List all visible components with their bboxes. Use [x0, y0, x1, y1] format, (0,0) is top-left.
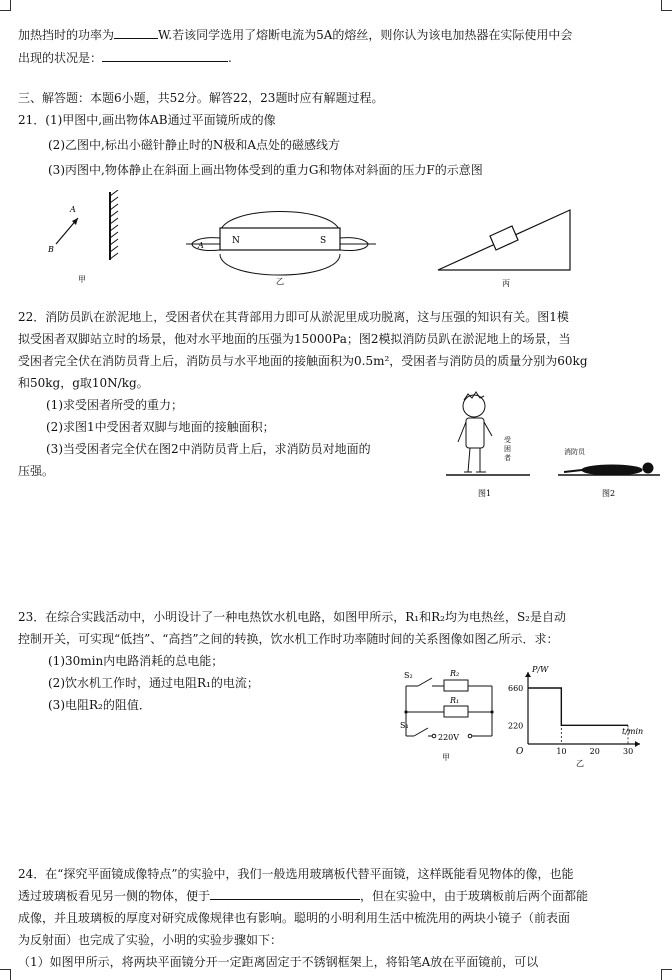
label-b: B: [48, 245, 54, 254]
chart-origin: O: [516, 747, 524, 757]
chart-ytick-label: 660: [508, 684, 524, 693]
victim-label-c3: 者: [504, 454, 511, 462]
r2-label: R₂: [450, 669, 460, 678]
q22-figure-1-standing: [444, 384, 534, 504]
q22-figure-2-lying: [554, 444, 664, 504]
switch-s1: [414, 728, 428, 736]
victim-label: [504, 435, 511, 462]
caption-yi: 乙: [276, 277, 284, 286]
voltage-label: 220V: [438, 733, 460, 742]
magnet-n-pole: N: [232, 236, 240, 246]
q21-part-3: (3)丙图中,物体静止在斜面上画出物体受到的重力G和物体对斜面的压力F的示意图: [48, 163, 483, 177]
point-a-label: A: [198, 241, 204, 250]
q24-line-2-b: ，但在实验中，由于玻璃板前后两个面都能: [360, 889, 589, 903]
q22-line-3: 受困者完全伏在消防员背上后，消防员与水平地面的接触面积为0.5m²，受困者与消防员的质量分别为60kg: [18, 354, 588, 368]
q23-line-1: 23．在综合实践活动中，小明设计了一种电热饮水机电路，如图甲所示，R₁和R₂均为电热丝，S₂是自动: [18, 610, 566, 624]
s1-label: S₁: [400, 721, 409, 730]
victim-label-c1: 受: [504, 436, 511, 444]
victim-label-c2: 困: [504, 445, 511, 453]
q21-stem: 21．(1)甲图中,画出物体AB通过平面镜所成的像: [18, 113, 276, 127]
q24-line-3: 成像，并且玻璃板的厚度对研究成像规律也有影响。聪明的小明利用生活中梳洗用的两块小镜子（前表面: [18, 911, 571, 925]
chart-x-arrow: [635, 741, 640, 747]
firefighter-label: 消防员: [564, 448, 585, 456]
prev-question-text-c: 出现的状况是：: [18, 51, 103, 65]
situation-answer-blank[interactable]: [102, 50, 228, 62]
q22-part-3-cont: 压强。: [18, 464, 55, 478]
resistor-r2: [444, 680, 468, 691]
prev-question-text-d: .: [228, 51, 232, 65]
field-line-bottom: [220, 254, 340, 275]
s2-label: S₂: [404, 671, 413, 680]
q24-line-5: （1）如图甲所示，将两块平面镜分开一定距离固定于不锈钢框架上，将铅笔A放在平面镜前，可以: [18, 955, 539, 969]
mirror-hatching: [110, 190, 118, 259]
chart-xtick-label: 10: [556, 747, 567, 756]
q23-circuit-diagram: [396, 664, 508, 768]
caption-jia: 甲: [78, 275, 86, 284]
q21-part-2: (2)乙图中,标出小磁针静止时的N极和A点处的磁感线方: [48, 138, 340, 152]
q24-line-1: 24．在“探究平面镜成像特点”的实验中，我们一般选用玻璃板代替平面镜，这样既能看见物体的像，也能: [18, 867, 574, 881]
prev-question-text-a: 加热挡时的功率为: [18, 28, 115, 42]
q22-part-3: (3)当受困者完全伏在图2中消防员背上后，求消防员对地面的: [46, 442, 371, 456]
q24-line-2-a: 透过玻璃板看见另一侧的物体，便于: [18, 889, 211, 903]
corner-mark-top-left: [0, 0, 11, 11]
standing-person-icon: [458, 392, 492, 472]
chart-xtick-label: 30: [623, 747, 634, 756]
chart-ytick-label: 220: [508, 721, 524, 731]
chart-ylabel: P/W: [532, 665, 549, 674]
power-answer-blank[interactable]: [114, 27, 158, 39]
chart-power-line: [528, 688, 628, 725]
label-a: A: [70, 205, 76, 214]
block-on-incline: [490, 226, 518, 250]
q21-figure-magnet: [180, 196, 380, 288]
prev-question-line-1: [18, 27, 572, 43]
section-heading: 三、解答题：本题6小题，共52分。解答22，23题时应有解题过程。: [18, 91, 384, 105]
q22-line-4: 和50kg，g取10N/kg。: [18, 376, 149, 390]
r1-label: R₁: [450, 696, 460, 705]
prev-question-line-2: [18, 50, 232, 66]
corner-mark-bottom-left: [0, 969, 11, 980]
q22-line-1: 22．消防员趴在淤泥地上，受困者伏在其背部用力即可从淤泥里成功脱离，这与压强的知识有关。图1模: [18, 310, 569, 324]
q21-figure-mirror: [42, 190, 142, 290]
caption-bing: 丙: [502, 279, 510, 288]
lying-person-icon: [564, 463, 653, 475]
q23-part-1: (1)30min内电路消耗的总电能；: [48, 654, 224, 668]
q22-line-2: 拟受困者双脚站立时的场景，他对水平地面的压强为15000Pa；图2模拟消防员趴在淤泥地上的场景，当: [18, 332, 571, 346]
q23-power-time-chart: [506, 660, 656, 772]
q24-line-2: [18, 888, 588, 904]
q22-part-1: (1)求受困者所受的重力；: [46, 398, 183, 412]
corner-mark-bottom-right: [661, 969, 672, 980]
magnet-s-pole: S: [320, 236, 327, 246]
figure-2-caption: 图2: [602, 489, 616, 498]
chart-xtick-label: 20: [589, 747, 600, 756]
chart-caption: 乙: [576, 759, 584, 768]
q22-part-2: (2)求图1中受困者双脚与地面的接触面积；: [46, 420, 275, 434]
corner-mark-top-right: [661, 0, 672, 11]
caption-circuit: 甲: [442, 753, 450, 762]
chart-xlabel: t/min: [622, 727, 644, 736]
q23-part-2: (2)饮水机工作时，通过电阻R₁的电流；: [48, 676, 259, 690]
chart-y-arrow: [525, 672, 531, 677]
resistor-r1: [444, 706, 468, 717]
prev-question-text-b: W.若该同学选用了熔断电流为5A的熔丝，则你认为该电加热器在实际使用中会: [158, 28, 573, 42]
q21-figure-incline: [430, 200, 580, 290]
q23-line-2: 控制开关，可实现“低挡”、“高挡”之间的转换，饮水机工作时功率随时间的关系图像如图乙所示．求：: [18, 632, 559, 646]
q23-part-3: (3)电阻R₂的阻值．: [48, 698, 151, 712]
q24-answer-blank[interactable]: [210, 888, 360, 900]
switch-s2: [418, 678, 432, 686]
q24-line-4: 为反射面）也完成了实验，小明的实验步骤如下：: [18, 933, 283, 947]
figure-1-caption: 图1: [478, 489, 492, 498]
